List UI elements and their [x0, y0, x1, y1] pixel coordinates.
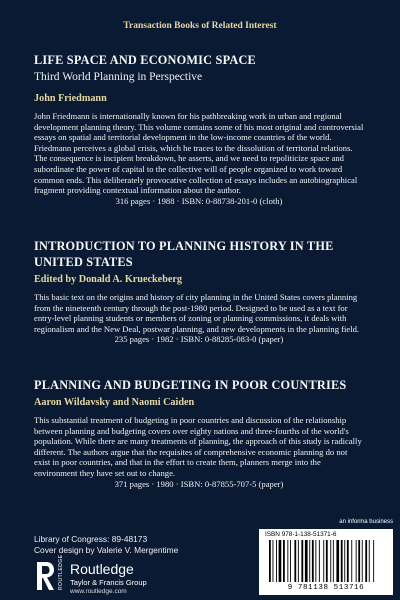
barcode-digits: 9 781138 513716 — [287, 584, 365, 592]
barcode-bar — [309, 540, 310, 582]
book-description: This substantial treatment of budgeting in poor countries and discussion of the relationship between planning and budgeting covers over eighty nations and three-fourths of the world's population. While there are many treatments of planning, the approach of this study is radically different. The authors argue that the requisites of comprehensive economic planning do not exist in poor countries, and that in the effort to create them, planners merge into the environment they have set out to change. — [34, 415, 362, 478]
book-entry-2 — [34, 238, 364, 345]
book-author: John Friedmann — [34, 93, 107, 104]
barcode-bar — [347, 540, 349, 582]
book-entry-1 — [34, 52, 364, 206]
barcode-bar — [362, 540, 363, 582]
barcode-bar — [287, 540, 288, 582]
barcode-bar — [283, 540, 285, 582]
routledge-r-icon — [34, 560, 56, 592]
barcode-bar — [294, 540, 296, 582]
cover-design-credit: Cover design by Valerie V. Mergentime — [34, 545, 179, 555]
barcode-bar — [369, 540, 370, 582]
barcode-bar — [344, 540, 345, 582]
book-pub-info: 316 pages · 1988 · ISBN: 0-88738-201-0 (cloth) — [115, 195, 283, 206]
publisher-logo — [34, 554, 234, 596]
barcode — [259, 529, 393, 595]
barcode-bar — [305, 540, 308, 582]
book-entry-3 — [34, 377, 364, 489]
barcode-bar — [269, 540, 271, 582]
barcode-bar — [323, 540, 324, 582]
publisher-name: Routledge — [70, 561, 134, 577]
book-description: John Friedmann is internationally known for his pathbreaking work in urban and regional development planning theory. This volume contains some of his most original and controversial essays on spatial and territorial development in the low-income countries of the world. Friedmann perceives a global crisis, which he traces to the dissolution of territorial relations. The consequence is incipient breakdown, he asserts, and we need to repoliticize space and subordinate the power of capital to the collective will of people organized to work toward common ends. This deliberately provocative collection of essays includes an autobiographical fragment providing contextual information about the author. — [34, 111, 364, 196]
publisher-url: www.routledge.com — [70, 588, 127, 595]
book-pub-info: 371 pages · 1980 · ISBN: 0-87855-707-5 (paper) — [114, 478, 284, 489]
isbn-line: ISBN 978-1-138-51371-6 — [265, 531, 337, 538]
barcode-bar — [273, 540, 274, 582]
book-subtitle: Third World Planning in Perspective — [34, 71, 203, 83]
barcode-bar — [330, 540, 331, 582]
barcode-bar — [373, 540, 374, 582]
barcode-bar — [315, 540, 316, 582]
barcode-bar — [341, 540, 343, 582]
barcode-bar — [298, 540, 299, 582]
barcode-bar — [279, 540, 282, 582]
book-title: INTRODUCTION TO PLANNING HISTORY IN THE UNITED STATES — [34, 239, 334, 269]
informa-text: an informa business — [339, 519, 393, 525]
book-title: LIFE SPACE AND ECONOMIC SPACE — [34, 53, 256, 67]
book-title: PLANNING AND BUDGETING IN POOR COUNTRIES — [34, 378, 347, 392]
barcode-bar — [319, 540, 320, 582]
book-pub-info: 235 pages · 1982 · ISBN: 0-88285-083-0 (paper) — [114, 334, 284, 345]
barcode-area — [255, 521, 397, 597]
barcode-bar — [312, 540, 314, 582]
book-description: This basic text on the origins and history of city planning in the United States covers planning from the nineteenth century through the post-1980 period. Designed to be used as a text for entry-level planning students or members of zoning or planning commissions, it deals with regionalism and the New Deal, postwar planning, and new developments in the planning field. — [34, 292, 360, 334]
library-of-congress: Library of Congress: 89-48173 — [34, 534, 148, 544]
barcode-bar — [333, 540, 334, 582]
barcode-bar — [336, 540, 339, 582]
barcode-bar — [365, 540, 367, 582]
book-author: Aaron Wildavsky and Naomi Caiden — [34, 397, 195, 408]
book-author: Edited by Donald A. Krueckeberg — [34, 274, 183, 285]
barcode-bars — [267, 540, 387, 582]
barcode-bar — [301, 540, 303, 582]
barcode-bar — [351, 540, 352, 582]
barcode-bar — [276, 540, 277, 582]
barcode-bar — [326, 540, 328, 582]
publisher-group: Taylor & Francis Group — [70, 578, 147, 587]
barcode-bar — [358, 540, 360, 582]
barcode-bar — [290, 540, 291, 582]
barcode-bar — [356, 540, 357, 582]
series-heading: Transaction Books of Related Interest — [123, 21, 277, 31]
logo-side-text: ROUTLEDGE — [58, 554, 64, 590]
credits — [34, 534, 178, 556]
